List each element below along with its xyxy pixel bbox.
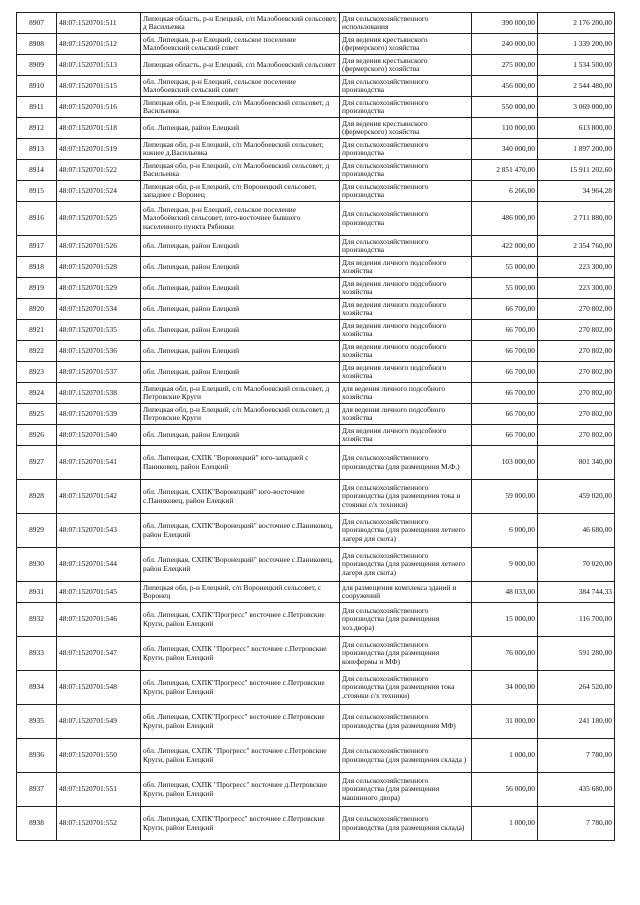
- plot-address: обл. Липецкая, район Елецкий: [141, 341, 340, 362]
- permitted-use: Для ведения личного подсобного хозяйства: [340, 341, 472, 362]
- permitted-use: Для ведения личного подсобного хозяйства: [340, 257, 472, 278]
- row-number: 8919: [17, 278, 57, 299]
- plot-address: обл. Липецкая, СХПК "Прогресс" восточнее д.Петровские Круги, район Елецкий: [141, 773, 340, 807]
- row-number: 8921: [17, 320, 57, 341]
- table-row: [17, 55, 615, 76]
- plot-address: обл. Липецкая, СХПК"Прогресс" восточнее с.Петровские Круги, район Елецкий: [141, 671, 340, 705]
- permitted-use: для ведения личного подсобного хозяйства: [340, 383, 472, 404]
- row-number: 8934: [17, 671, 57, 705]
- cadastral-value: 613 800,00: [538, 118, 615, 139]
- row-number: 8916: [17, 202, 57, 236]
- table-row: [17, 202, 615, 236]
- row-number: 8913: [17, 139, 57, 160]
- permitted-use: для размещения комплекса зданий и сооружений: [340, 582, 472, 603]
- permitted-use: Для сельскохозяйственного производства (для размещения склада ): [340, 739, 472, 773]
- permitted-use: Для сельскохозяйственного производства (для размещения тока и стоянки с/х техники): [340, 480, 472, 514]
- table-row: [17, 320, 615, 341]
- row-number: 8927: [17, 446, 57, 480]
- plot-address: обл. Липецкая, район Елецкий: [141, 236, 340, 257]
- table-body: [17, 13, 615, 841]
- permitted-use: Для ведения личного подсобного хозяйства: [340, 278, 472, 299]
- permitted-use: Для сельскохозяйственного использования: [340, 13, 472, 34]
- plot-address: Липецкая обл, р-н Елецкий, с/п Малобоевский сельсовет, южнее д.Васильевка: [141, 139, 340, 160]
- cadastral-number: 48:07:1520701:542: [57, 480, 141, 514]
- plot-area: 103 000,00: [472, 446, 538, 480]
- plot-address: обл. Липецкая, СХПК"Воронецкий" восточнее с.Паниковец, район Елецкий: [141, 548, 340, 582]
- cadastral-value: 264 520,00: [538, 671, 615, 705]
- permitted-use: Для ведения крестьянского (фермерского) хозяйства: [340, 34, 472, 55]
- plot-address: обл. Липецкая, район Елецкий: [141, 425, 340, 446]
- permitted-use: Для сельскохозяйственного производства (для размещения хоз.двора): [340, 603, 472, 637]
- cadastral-number: 48:07:1520701:512: [57, 34, 141, 55]
- row-number: 8915: [17, 181, 57, 202]
- cadastral-value: 801 340,00: [538, 446, 615, 480]
- permitted-use: Для ведения личного подсобного хозяйства: [340, 299, 472, 320]
- row-number: 8928: [17, 480, 57, 514]
- plot-area: 48 033,00: [472, 582, 538, 603]
- permitted-use: Для сельскохозяйственного производства (для размещения МФ): [340, 705, 472, 739]
- cadastral-value: 270 802,00: [538, 383, 615, 404]
- row-number: 8912: [17, 118, 57, 139]
- plot-address: Липецкая область, р-н Елецкий, с/п Малобоевский сельсовет: [141, 55, 340, 76]
- table-row: [17, 118, 615, 139]
- permitted-use: Для сельскохозяйственного производства (для размещения тока ,стоянки с/х техники): [340, 671, 472, 705]
- permitted-use: Для сельскохозяйственного производства (для размещения летнего лагеря для скота): [340, 514, 472, 548]
- plot-area: 66 700,00: [472, 404, 538, 425]
- cadastral-value: 3 069 000,00: [538, 97, 615, 118]
- cadastral-value: 1 339 200,00: [538, 34, 615, 55]
- plot-address: обл. Липецкая, район Елецкий: [141, 118, 340, 139]
- plot-area: 56 000,00: [472, 773, 538, 807]
- table-row: [17, 257, 615, 278]
- table-row: [17, 582, 615, 603]
- cadastral-value: 70 020,00: [538, 548, 615, 582]
- plot-address: обл. Липецкая, СХПК"Воронецкий" юго-восточнее с.Паниковец, район Елецкий: [141, 480, 340, 514]
- plot-area: 59 000,00: [472, 480, 538, 514]
- plot-area: 66 700,00: [472, 299, 538, 320]
- cadastral-value: 116 700,00: [538, 603, 615, 637]
- table-row: [17, 278, 615, 299]
- cadastral-value: 34 964,28: [538, 181, 615, 202]
- plot-area: 66 700,00: [472, 320, 538, 341]
- cadastral-number: 48:07:1520701:518: [57, 118, 141, 139]
- table-row: [17, 404, 615, 425]
- cadastral-value: 223 300,00: [538, 278, 615, 299]
- plot-area: 55 000,00: [472, 257, 538, 278]
- permitted-use: Для сельскохозяйственного производства: [340, 236, 472, 257]
- plot-address: обл. Липецкая, СХПК "Прогресс" восточнее с.Петровские Круги, район Елецкий: [141, 739, 340, 773]
- plot-address: обл. Липецкая, район Елецкий: [141, 320, 340, 341]
- cadastral-number: 48:07:1520701:545: [57, 582, 141, 603]
- cadastral-value: 1 897 200,00: [538, 139, 615, 160]
- cadastral-number: 48:07:1520701:515: [57, 76, 141, 97]
- table-row: [17, 705, 615, 739]
- table-row: [17, 139, 615, 160]
- plot-area: 6 266,00: [472, 181, 538, 202]
- table-row: [17, 341, 615, 362]
- cadastral-number: 48:07:1520701:519: [57, 139, 141, 160]
- plot-area: 34 000,00: [472, 671, 538, 705]
- permitted-use: Для сельскохозяйственного производства (для размещения М.Ф.): [340, 446, 472, 480]
- plot-area: 486 000,00: [472, 202, 538, 236]
- plot-address: обл. Липецкая, СХПК"Прогресс" восточнее с.Петровские Круги, район Елецкий: [141, 603, 340, 637]
- plot-address: обл. Липецкая, район Елецкий: [141, 362, 340, 383]
- plot-address: обл. Липецкая, СХПК "Воронецкий" юго-западней с Паниковец, район Елецкий: [141, 446, 340, 480]
- row-number: 8918: [17, 257, 57, 278]
- plot-address: Липецкая область, р-н Елецкий, с/п Малобоевский сельсовет, д Васильевка: [141, 13, 340, 34]
- plot-address: Липецкая обл, р-н Елецкий, с/п Воронецкий сельсовет, западнее с Воронец: [141, 181, 340, 202]
- cadastral-value: 270 802,00: [538, 320, 615, 341]
- plot-address: обл. Липецкая, СХПК"Воронецкий" восточнее с.Паниковец, район Елецкий: [141, 514, 340, 548]
- cadastral-number: 48:07:1520701:536: [57, 341, 141, 362]
- table-row: [17, 671, 615, 705]
- cadastral-value: 46 680,00: [538, 514, 615, 548]
- row-number: 8910: [17, 76, 57, 97]
- plot-area: 422 000,00: [472, 236, 538, 257]
- permitted-use: Для сельскохозяйственного производства (для размещения летнего лагеря для скота): [340, 548, 472, 582]
- plot-address: обл. Липецкая, район Елецкий: [141, 299, 340, 320]
- permitted-use: Для ведения крестьянского (фермерского) хозяйства: [340, 55, 472, 76]
- row-number: 8925: [17, 404, 57, 425]
- cadastral-value: 241 180,00: [538, 705, 615, 739]
- cadastral-value: 270 802,00: [538, 299, 615, 320]
- table-row: [17, 807, 615, 841]
- row-number: 8922: [17, 341, 57, 362]
- table-row: [17, 548, 615, 582]
- plot-address: обл. Липецкая, район Елецкий: [141, 257, 340, 278]
- row-number: 8929: [17, 514, 57, 548]
- plot-area: 9 000,00: [472, 548, 538, 582]
- cadastral-value: 2 544 480,00: [538, 76, 615, 97]
- cadastral-number: 48:07:1520701:534: [57, 299, 141, 320]
- plot-address: Липецкая обл, р-н Елецкий, с/п Малобоевский сельсовет, д Васильевка: [141, 97, 340, 118]
- cadastral-value: 270 802,00: [538, 341, 615, 362]
- cadastral-value: 591 280,00: [538, 637, 615, 671]
- cadastral-number: 48:07:1520701:550: [57, 739, 141, 773]
- cadastral-number: 48:07:1520701:544: [57, 548, 141, 582]
- cadastral-number: 48:07:1520701:537: [57, 362, 141, 383]
- permitted-use: Для сельскохозяйственного производства: [340, 76, 472, 97]
- table-row: [17, 773, 615, 807]
- table-row: [17, 739, 615, 773]
- cadastral-number: 48:07:1520701:516: [57, 97, 141, 118]
- row-number: 8909: [17, 55, 57, 76]
- plot-address: Липецкая обл, р-н Елецкий, с/п Малобоевский сельсовет, д Васильевка: [141, 160, 340, 181]
- plot-area: 275 000,00: [472, 55, 538, 76]
- plot-area: 76 000,00: [472, 637, 538, 671]
- table-row: [17, 603, 615, 637]
- plot-address: Липецкая обл, р-н Елецкий, с/п Малобоевский сельсовет, д Петровские Круги: [141, 383, 340, 404]
- table-row: [17, 480, 615, 514]
- plot-area: 66 700,00: [472, 341, 538, 362]
- plot-area: 1 000,00: [472, 807, 538, 841]
- table-row: [17, 446, 615, 480]
- cadastral-value: 270 802,00: [538, 362, 615, 383]
- cadastral-value: 2 354 760,00: [538, 236, 615, 257]
- cadastral-value: 7 780,00: [538, 739, 615, 773]
- row-number: 8920: [17, 299, 57, 320]
- row-number: 8933: [17, 637, 57, 671]
- row-number: 8935: [17, 705, 57, 739]
- plot-area: 66 700,00: [472, 362, 538, 383]
- plot-address: обл. Липецкая, СХПК"Прогресс" восточнее с.Петровские Круги, район Елецкий: [141, 705, 340, 739]
- cadastral-number: 48:07:1520701:547: [57, 637, 141, 671]
- permitted-use: Для сельскохозяйственного производства: [340, 139, 472, 160]
- cadastral-value: 459 020,00: [538, 480, 615, 514]
- table-row: [17, 383, 615, 404]
- plot-address: обл. Липецкая, р-н Елецкий, сельское поселение Малобоевский сельский совет: [141, 76, 340, 97]
- document-page: [16, 12, 614, 841]
- permitted-use: Для сельскохозяйственного производства: [340, 202, 472, 236]
- cadastral-number: 48:07:1520701:525: [57, 202, 141, 236]
- plot-area: 550 000,00: [472, 97, 538, 118]
- plot-area: 1 000,00: [472, 739, 538, 773]
- plot-area: 110 000,00: [472, 118, 538, 139]
- cadastral-value: 2 711 880,00: [538, 202, 615, 236]
- row-number: 8907: [17, 13, 57, 34]
- permitted-use: Для ведения личного подсобного хозяйства: [340, 320, 472, 341]
- cadastral-number: 48:07:1520701:541: [57, 446, 141, 480]
- row-number: 8914: [17, 160, 57, 181]
- table-row: [17, 76, 615, 97]
- plot-area: 66 700,00: [472, 383, 538, 404]
- table-row: [17, 97, 615, 118]
- cadastral-value: 7 780,00: [538, 807, 615, 841]
- plot-area: 390 000,00: [472, 13, 538, 34]
- cadastral-number: 48:07:1520701:539: [57, 404, 141, 425]
- cadastral-number: 48:07:1520701:552: [57, 807, 141, 841]
- cadastral-number: 48:07:1520701:546: [57, 603, 141, 637]
- cadastral-value: 15 911 202,60: [538, 160, 615, 181]
- plot-address: обл. Липецкая, р-н Елецкий, сельское поселение Малобоёвский сельсовет, юго-восточнее бывшего населенного пункта Рябинки: [141, 202, 340, 236]
- permitted-use: для ведения личного подсобного хозяйства: [340, 404, 472, 425]
- table-row: [17, 362, 615, 383]
- cadastral-value: 384 744,33: [538, 582, 615, 603]
- cadastral-number: 48:07:1520701:528: [57, 257, 141, 278]
- table-row: [17, 425, 615, 446]
- permitted-use: Для сельскохозяйственного производства: [340, 160, 472, 181]
- permitted-use: Для сельскохозяйственного производства: [340, 181, 472, 202]
- permitted-use: Для ведения личного подсобного хозяйства: [340, 425, 472, 446]
- row-number: 8938: [17, 807, 57, 841]
- plot-address: обл. Липецкая, СХПК "Прогресс" восточнее с.Петровские Круги, район Елецкий: [141, 637, 340, 671]
- cadastral-number: 48:07:1520701:543: [57, 514, 141, 548]
- cadastral-value: 223 300,00: [538, 257, 615, 278]
- plot-address: обл. Липецкая, р-н Елецкий, сельское поселение Малобоевский сельский совет: [141, 34, 340, 55]
- plot-area: 340 000,00: [472, 139, 538, 160]
- cadastral-value: 1 534 500,00: [538, 55, 615, 76]
- cadastral-number: 48:07:1520701:538: [57, 383, 141, 404]
- cadastral-value: 270 802,00: [538, 425, 615, 446]
- cadastral-value: 2 176 200,00: [538, 13, 615, 34]
- permitted-use: Для сельскохозяйственного производства: [340, 97, 472, 118]
- permitted-use: Для сельскохозяйственного производства (для размещения склада): [340, 807, 472, 841]
- plot-area: 31 000,00: [472, 705, 538, 739]
- permitted-use: Для ведения личного подсобного хозяйства: [340, 362, 472, 383]
- plot-area: 66 700,00: [472, 425, 538, 446]
- cadastral-value: 435 680,00: [538, 773, 615, 807]
- cadastral-number: 48:07:1520701:540: [57, 425, 141, 446]
- cadastral-number: 48:07:1520701:513: [57, 55, 141, 76]
- table-row: [17, 236, 615, 257]
- row-number: 8931: [17, 582, 57, 603]
- table-row: [17, 181, 615, 202]
- row-number: 8930: [17, 548, 57, 582]
- row-number: 8936: [17, 739, 57, 773]
- table-row: [17, 299, 615, 320]
- row-number: 8937: [17, 773, 57, 807]
- plot-address: обл. Липецкая, СХПК"Прогресс" восточнее с.Петровские Круги, район Елецкий: [141, 807, 340, 841]
- table-row: [17, 34, 615, 55]
- plot-area: 6 000,00: [472, 514, 538, 548]
- cadastral-number: 48:07:1520701:529: [57, 278, 141, 299]
- plot-area: 2 851 470,00: [472, 160, 538, 181]
- row-number: 8932: [17, 603, 57, 637]
- cadastral-number: 48:07:1520701:526: [57, 236, 141, 257]
- row-number: 8911: [17, 97, 57, 118]
- table-row: [17, 637, 615, 671]
- cadastral-number: 48:07:1520701:522: [57, 160, 141, 181]
- cadastral-number: 48:07:1520701:511: [57, 13, 141, 34]
- row-number: 8926: [17, 425, 57, 446]
- cadastral-number: 48:07:1520701:551: [57, 773, 141, 807]
- plot-area: 55 000,00: [472, 278, 538, 299]
- plot-address: Липецкая обл, р-н Елецкий, с/п Воронецкий сельсовет, с Воронец: [141, 582, 340, 603]
- land-plots-table: [16, 12, 615, 841]
- cadastral-number: 48:07:1520701:535: [57, 320, 141, 341]
- cadastral-number: 48:07:1520701:524: [57, 181, 141, 202]
- row-number: 8908: [17, 34, 57, 55]
- cadastral-number: 48:07:1520701:549: [57, 705, 141, 739]
- plot-address: Липецкая обл, р-н Елецкий, с/п Малобоевский сельсовет, д Петровские Круги: [141, 404, 340, 425]
- table-row: [17, 514, 615, 548]
- plot-area: 240 000,00: [472, 34, 538, 55]
- table-row: [17, 160, 615, 181]
- permitted-use: Для сельскохозяйственного производства (для размещения конефермы и МФ): [340, 637, 472, 671]
- plot-area: 15 000,00: [472, 603, 538, 637]
- table-row: [17, 13, 615, 34]
- cadastral-value: 270 802,00: [538, 404, 615, 425]
- row-number: 8924: [17, 383, 57, 404]
- plot-address: обл. Липецкая, район Елецкий: [141, 278, 340, 299]
- permitted-use: Для сельскохозяйственного производства (для размещения машинного двора): [340, 773, 472, 807]
- cadastral-number: 48:07:1520701:548: [57, 671, 141, 705]
- row-number: 8923: [17, 362, 57, 383]
- row-number: 8917: [17, 236, 57, 257]
- permitted-use: Для ведения крестьянского (фермерского) хозяйства: [340, 118, 472, 139]
- plot-area: 456 000,00: [472, 76, 538, 97]
